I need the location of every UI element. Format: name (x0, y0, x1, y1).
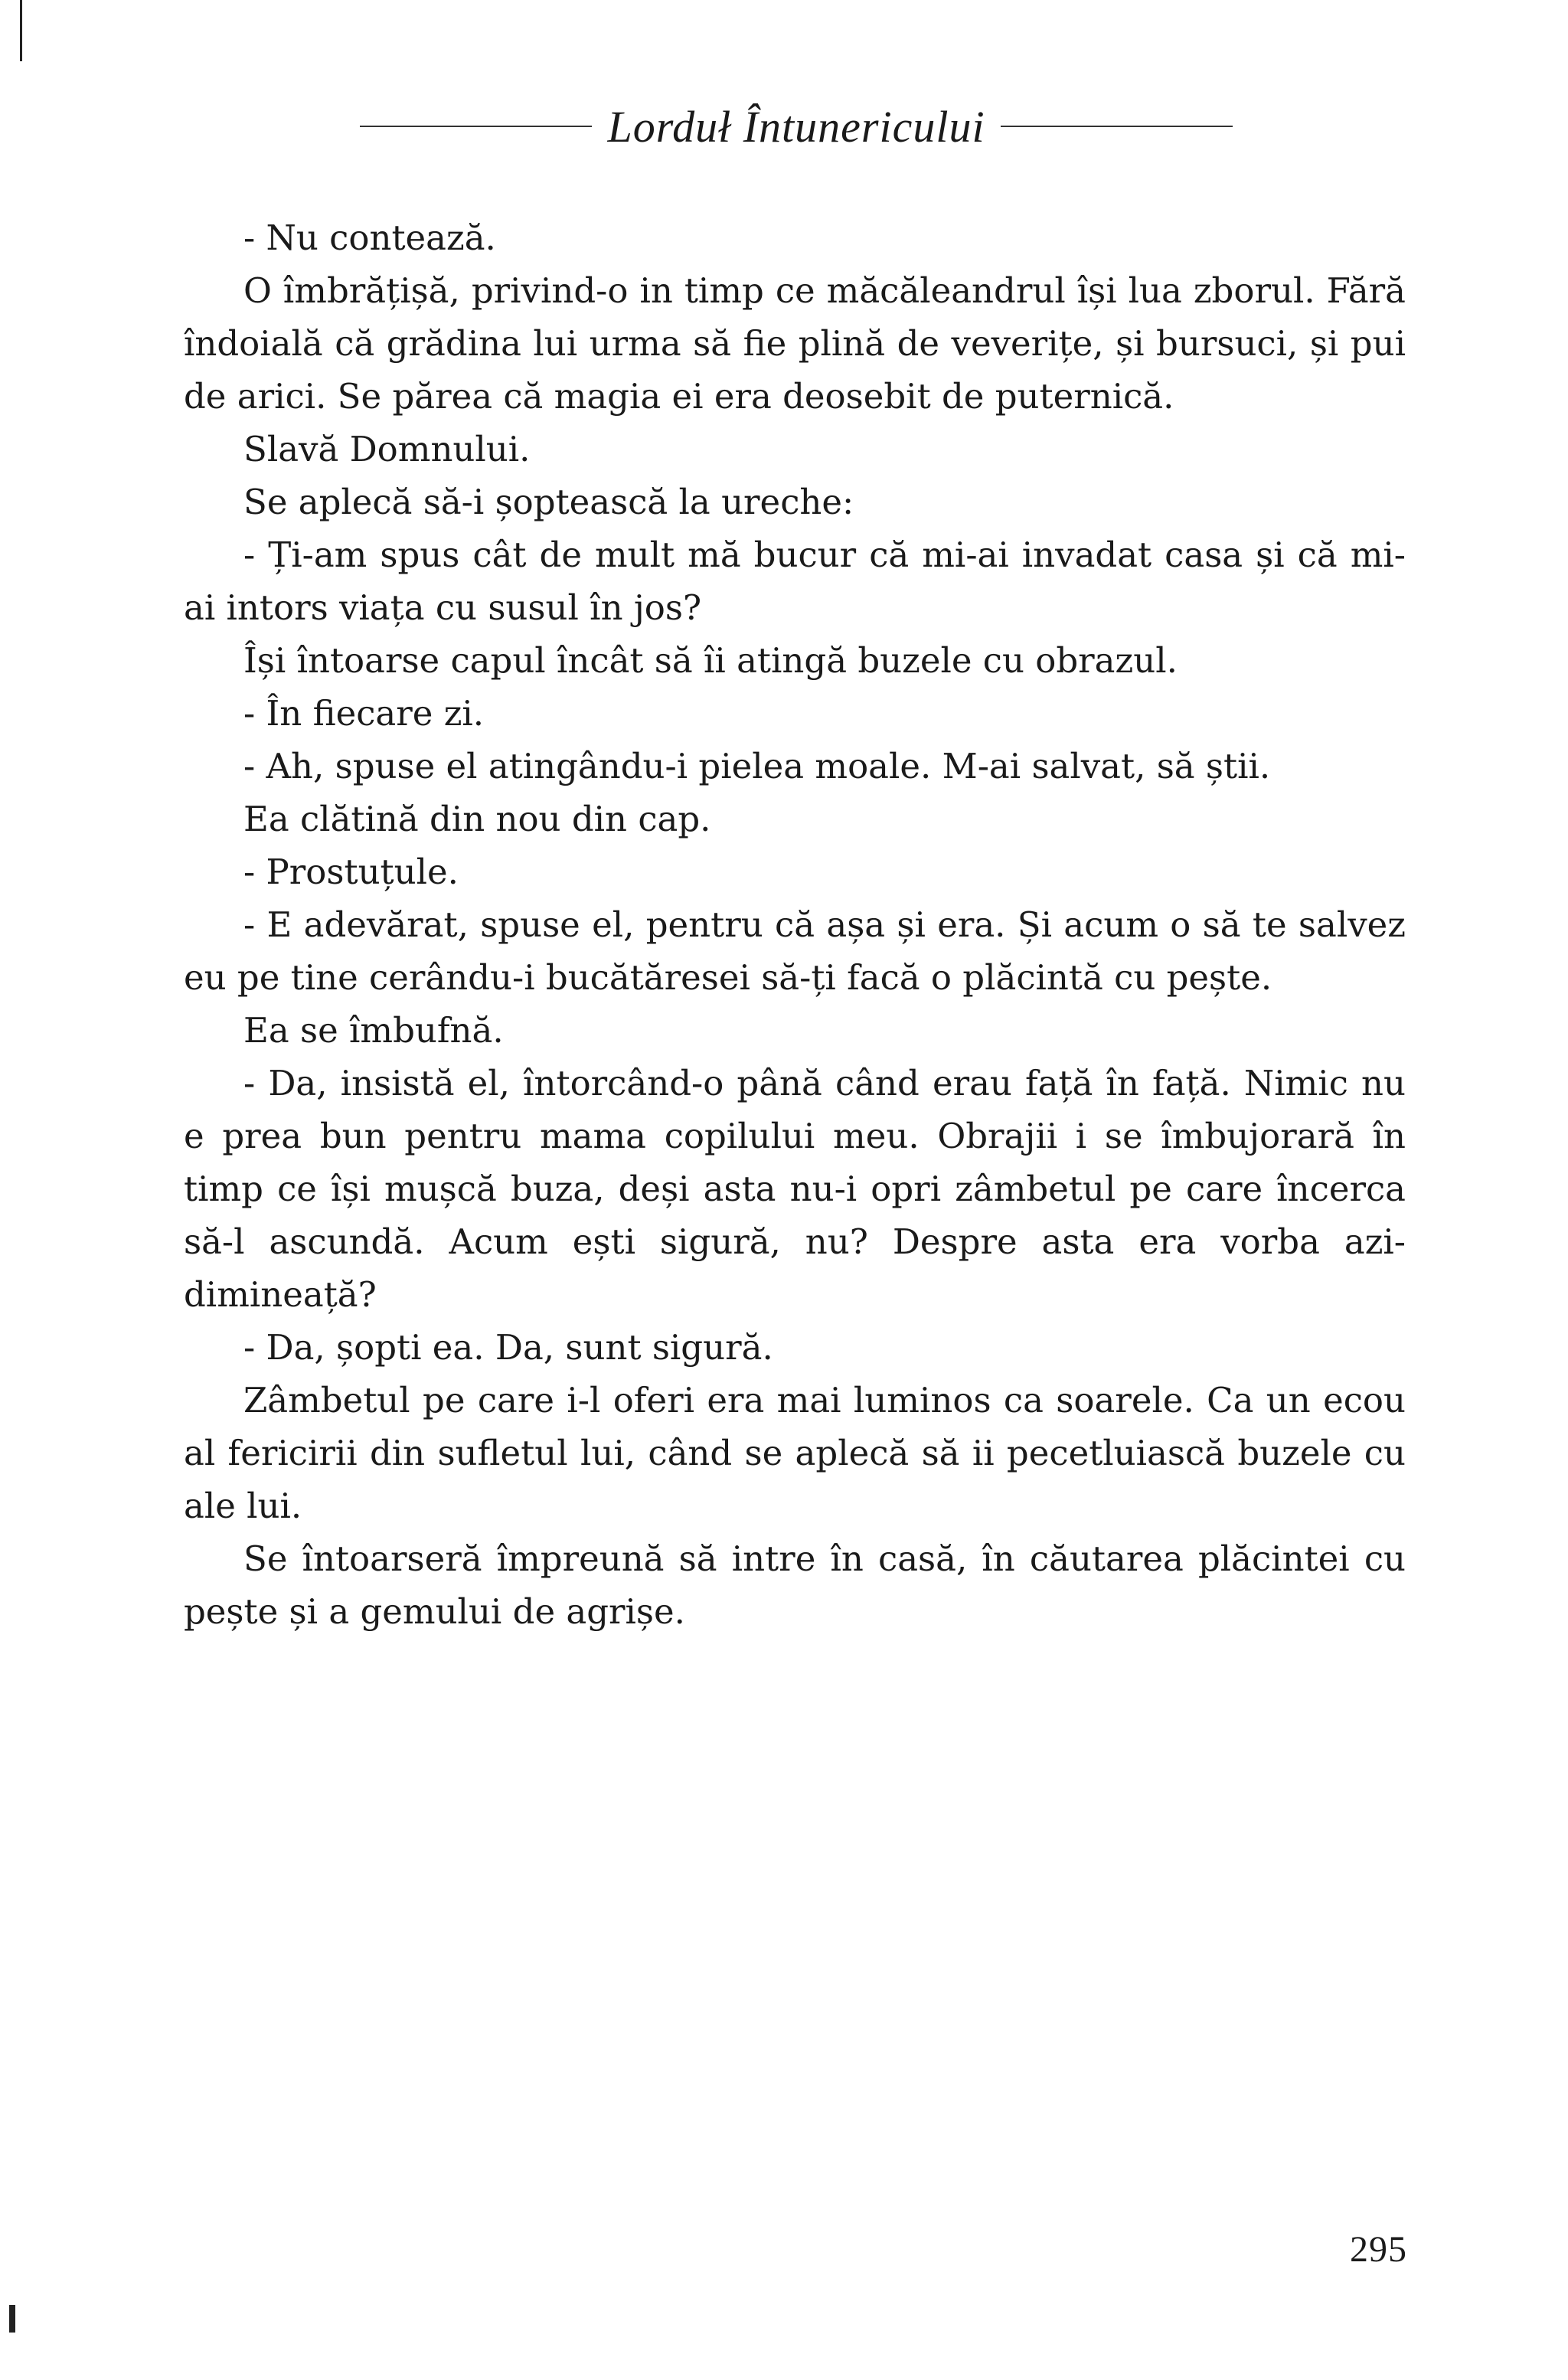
paragraph: Ea clătină din nou din cap. (243, 799, 711, 839)
paragraph: Își întoarse capul încât să îi atingă buzele cu obrazul. (243, 640, 1178, 681)
paragraph: Zâmbetul pe care i-l oferi era mai luminos ca soarele. Ca un ecou al fericirii din sufletul lui, când se aplecă să ii pecetluiască buzele cu ale lui. (184, 1380, 1406, 1526)
page-body (184, 211, 1406, 1638)
header-rule-right (1001, 126, 1233, 127)
running-header (345, 92, 1248, 161)
paragraph: - Ah, spuse el atingându-i pielea moale. M-ai salvat, să știi. (243, 746, 1271, 786)
scan-corner-mark (9, 2305, 15, 2333)
paragraph: - Ți-am spus cât de mult mă bucur că mi-ai invadat casa și că mi-ai intors viața cu susul în jos? (184, 535, 1406, 628)
paragraph: - Da, șopti ea. Da, sunt sigură. (243, 1327, 773, 1368)
paragraph: Slavă Domnului. (243, 429, 531, 469)
paragraph: Se aplecă să-i șoptească la ureche: (243, 482, 854, 522)
paragraph: O îmbrățișă, privind-o in timp ce măcăleandrul își lua zborul. Fără îndoială că grădina lui urma să fie plină de veverițe, și bursuci, și pui de arici. Se părea că magia ei era deosebit de puternică. (184, 270, 1406, 417)
paragraph: - În fiecare zi. (243, 693, 485, 734)
paragraph: - E adevărat, spuse el, pentru că așa și era. Și acum o să te salvez eu pe tine cerându-i bucătăresei să-ți facă o plăcintă cu pește. (184, 904, 1406, 998)
paragraph: - Nu contează. (243, 217, 496, 258)
scan-gutter-line (20, 0, 22, 61)
paragraph: Se întoarseră împreună să intre în casă, în căutarea plăcintei cu pește și a gemului de agrișe. (184, 1538, 1406, 1632)
paragraph: - Prostuțule. (243, 852, 459, 892)
header-rule-left (360, 126, 592, 127)
paragraph: - Da, insistă el, întorcând-o până când erau față în față. Nimic nu e prea bun pentru mama copilului meu. Obrajii i se îmbujorară în timp ce își mușcă buza, deși asta nu-i opri zâmbetul pe care încerca să-l ascundă. Acum ești sigură, nu? Despre asta era vorba azi-dimineață? (184, 1063, 1406, 1315)
paragraph: Ea se îmbufnă. (243, 1010, 504, 1051)
page-number: 295 (1350, 2229, 1407, 2270)
running-title: Lorduł Întunericului (607, 101, 985, 152)
